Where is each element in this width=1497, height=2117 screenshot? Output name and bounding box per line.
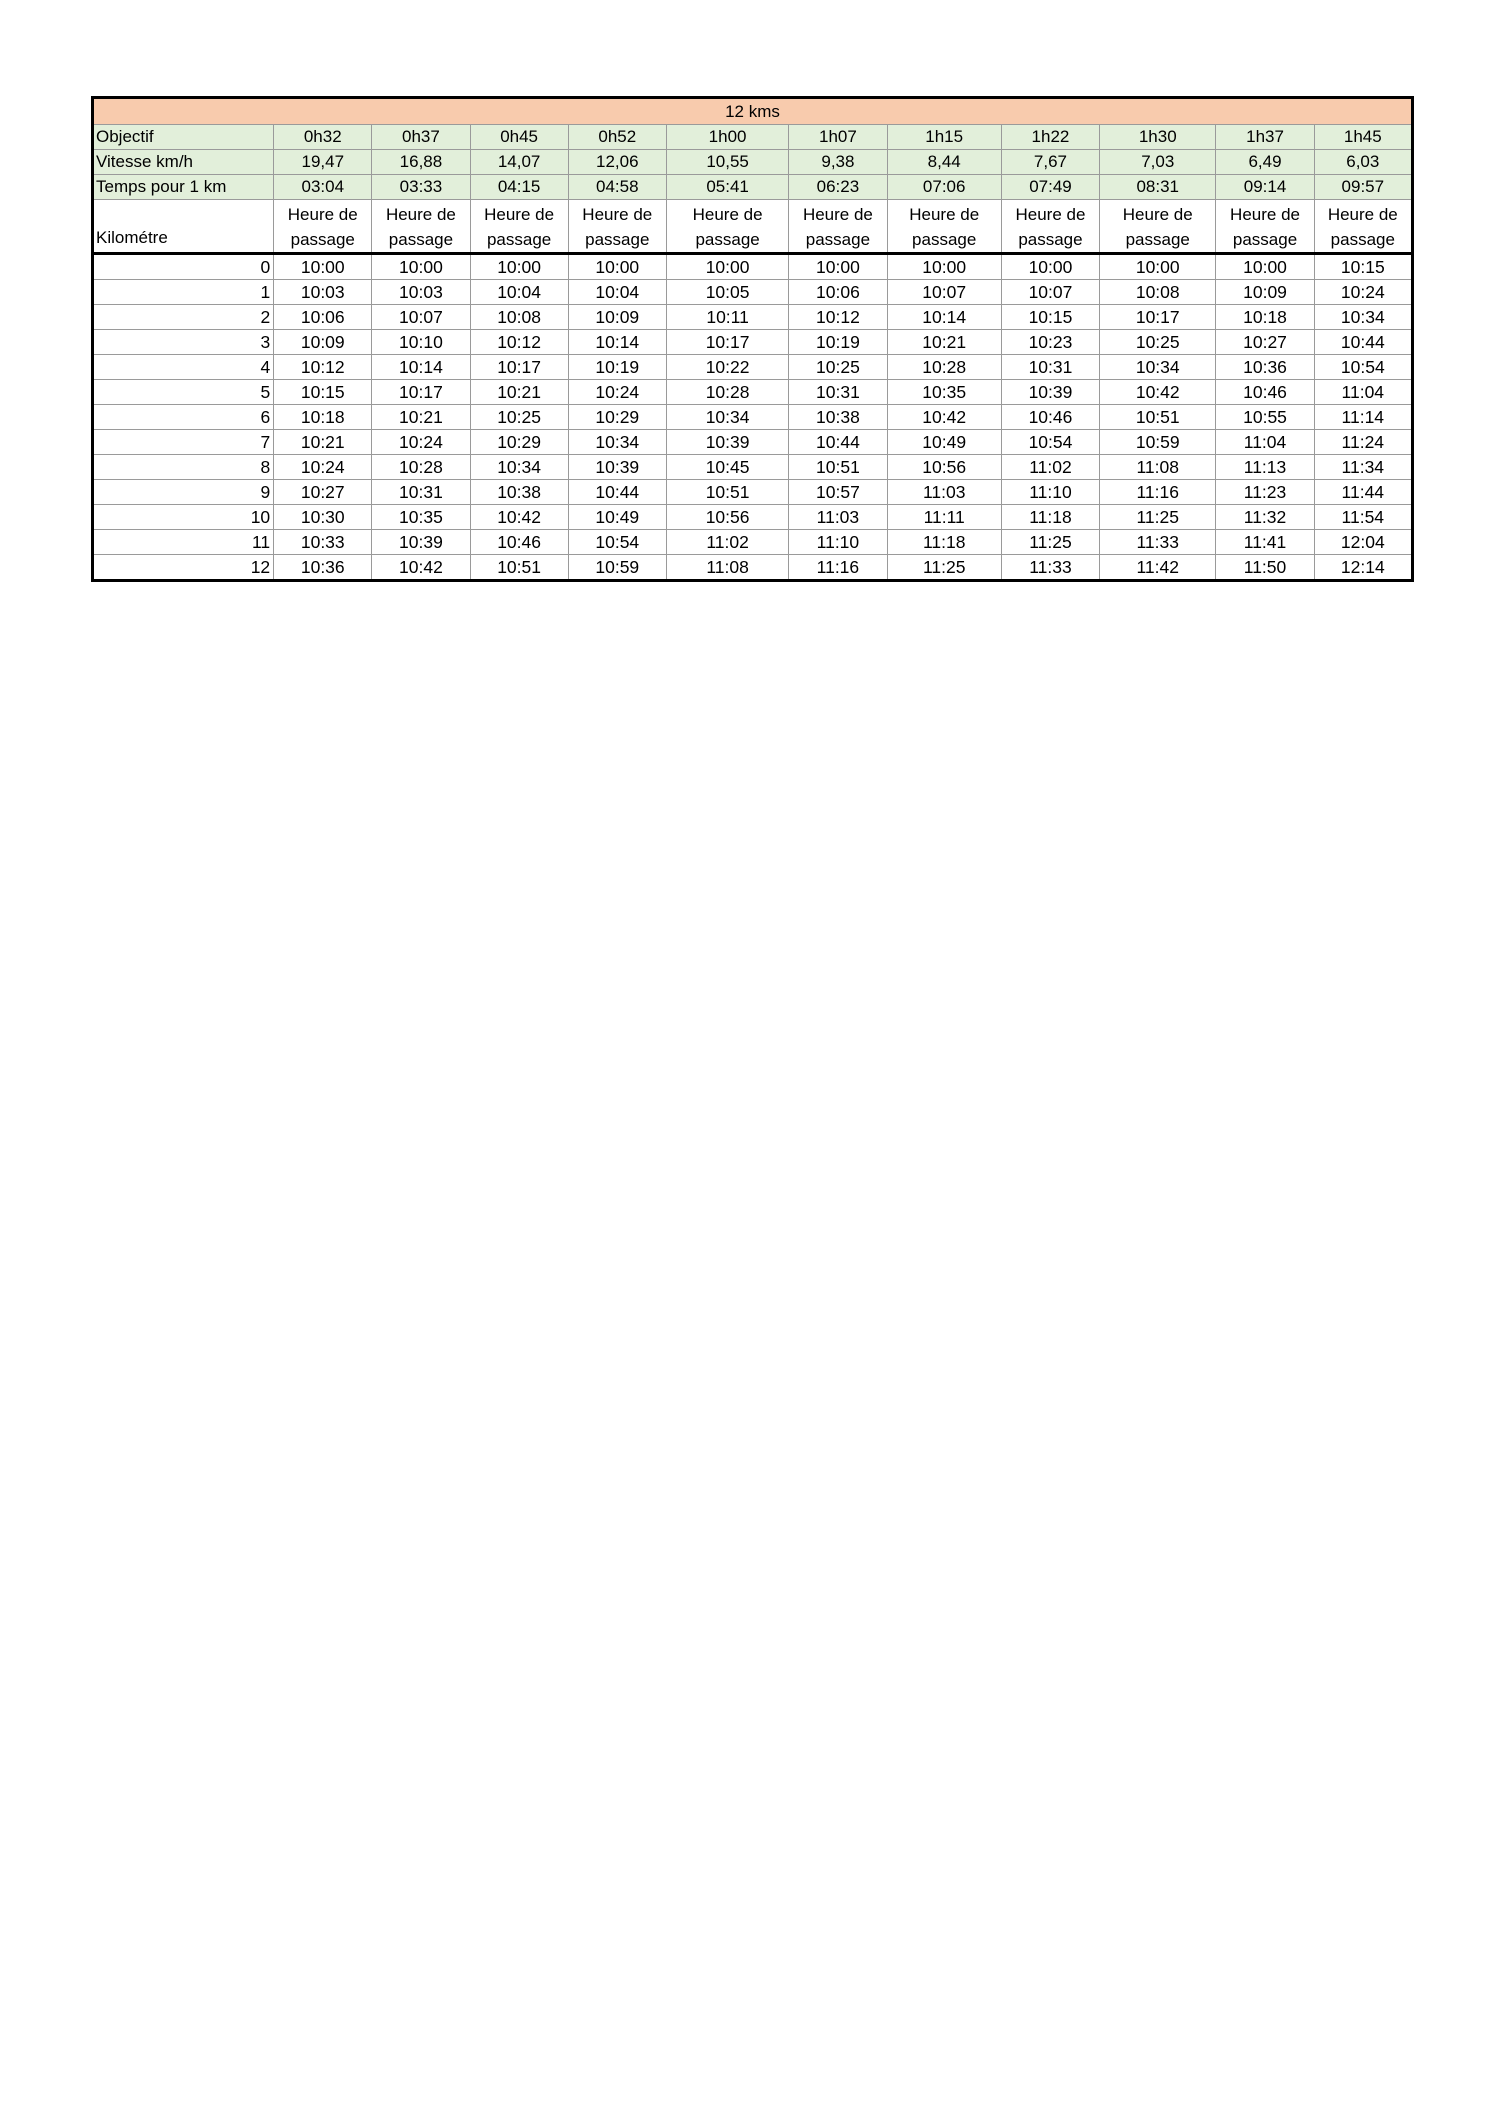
table-row bbox=[93, 355, 1413, 380]
passage-time-cell: 10:44 bbox=[1314, 330, 1412, 355]
passage-time-cell: 10:12 bbox=[274, 355, 372, 380]
passage-time-cell: 10:21 bbox=[470, 380, 568, 405]
passage-time-cell: 11:42 bbox=[1100, 555, 1216, 581]
passage-time-cell: 10:25 bbox=[789, 355, 887, 380]
heure-label-line1: Heure de bbox=[909, 205, 980, 224]
table-row bbox=[93, 430, 1413, 455]
passage-time-cell: 11:18 bbox=[887, 530, 1001, 555]
objectif-cell: 1h30 bbox=[1100, 125, 1216, 150]
passage-time-cell: 11:32 bbox=[1216, 505, 1314, 530]
passage-time-cell: 10:51 bbox=[666, 480, 788, 505]
passage-time-cell: 10:36 bbox=[1216, 355, 1314, 380]
kilometre-cell: 6 bbox=[93, 405, 274, 430]
temps-cell: 04:15 bbox=[470, 175, 568, 200]
kilometre-cell: 7 bbox=[93, 430, 274, 455]
passage-time-cell: 10:07 bbox=[372, 305, 470, 330]
heure-label-line2: passage bbox=[695, 230, 760, 249]
passage-time-cell: 10:33 bbox=[274, 530, 372, 555]
passage-time-cell: 10:09 bbox=[1216, 280, 1314, 305]
passage-time-cell: 11:08 bbox=[1100, 455, 1216, 480]
heure-de-passage-header bbox=[1100, 200, 1216, 254]
passage-time-cell: 11:02 bbox=[1001, 455, 1099, 480]
passage-time-cell: 11:23 bbox=[1216, 480, 1314, 505]
passage-time-cell: 10:31 bbox=[372, 480, 470, 505]
temps-cell: 04:58 bbox=[568, 175, 666, 200]
passage-time-cell: 11:03 bbox=[789, 505, 887, 530]
objectif-cell: 1h15 bbox=[887, 125, 1001, 150]
passage-time-cell: 10:39 bbox=[666, 430, 788, 455]
passage-time-cell: 10:38 bbox=[470, 480, 568, 505]
passage-time-cell: 10:08 bbox=[1100, 280, 1216, 305]
passage-time-cell: 10:17 bbox=[1100, 305, 1216, 330]
passage-time-cell: 10:03 bbox=[372, 280, 470, 305]
objectif-label: Objectif bbox=[93, 125, 274, 150]
passage-time-cell: 10:28 bbox=[666, 380, 788, 405]
passage-time-cell: 10:04 bbox=[470, 280, 568, 305]
passage-time-cell: 10:09 bbox=[274, 330, 372, 355]
passage-time-cell: 10:04 bbox=[568, 280, 666, 305]
kilometre-cell: 2 bbox=[93, 305, 274, 330]
heure-de-passage-header bbox=[274, 200, 372, 254]
temps-cell: 09:14 bbox=[1216, 175, 1314, 200]
heure-label-line2: passage bbox=[1018, 230, 1083, 249]
heure-de-passage-header bbox=[568, 200, 666, 254]
passage-time-cell: 10:54 bbox=[1314, 355, 1412, 380]
passage-time-cell: 11:50 bbox=[1216, 555, 1314, 581]
passage-time-cell: 11:25 bbox=[1100, 505, 1216, 530]
objectif-cell: 1h07 bbox=[789, 125, 887, 150]
table-row bbox=[93, 280, 1413, 305]
passage-time-cell: 11:33 bbox=[1001, 555, 1099, 581]
kilometre-cell: 0 bbox=[93, 254, 274, 280]
passage-time-cell: 10:46 bbox=[1216, 380, 1314, 405]
table-row bbox=[93, 530, 1413, 555]
passage-time-cell: 10:46 bbox=[1001, 405, 1099, 430]
table-row bbox=[93, 254, 1413, 280]
vitesse-label: Vitesse km/h bbox=[93, 150, 274, 175]
passage-time-cell: 11:03 bbox=[887, 480, 1001, 505]
heure-label-line2: passage bbox=[486, 230, 552, 249]
passage-time-cell: 10:42 bbox=[1100, 380, 1216, 405]
heure-de-passage-header bbox=[789, 200, 887, 254]
passage-time-cell: 10:23 bbox=[1001, 330, 1099, 355]
heure-label-line2: passage bbox=[912, 230, 977, 249]
heure-label-line1: Heure de bbox=[1122, 205, 1193, 224]
passage-time-cell: 10:17 bbox=[372, 380, 470, 405]
passage-time-cell: 10:25 bbox=[1100, 330, 1216, 355]
passage-time-cell: 10:35 bbox=[887, 380, 1001, 405]
passage-time-cell: 10:51 bbox=[470, 555, 568, 581]
passage-time-cell: 10:14 bbox=[887, 305, 1001, 330]
passage-time-cell: 10:07 bbox=[1001, 280, 1099, 305]
vitesse-row bbox=[93, 150, 1413, 175]
vitesse-cell: 7,03 bbox=[1100, 150, 1216, 175]
kilometre-cell: 9 bbox=[93, 480, 274, 505]
title-row bbox=[93, 98, 1413, 125]
kilometre-cell: 8 bbox=[93, 455, 274, 480]
passage-time-cell: 10:42 bbox=[887, 405, 1001, 430]
passage-time-cell: 10:06 bbox=[789, 280, 887, 305]
table-title: 12 kms bbox=[93, 98, 1413, 125]
heure-label-line1: Heure de bbox=[1327, 205, 1398, 224]
passage-time-cell: 10:46 bbox=[470, 530, 568, 555]
heure-label-line2: passage bbox=[805, 230, 871, 249]
temps-cell: 03:04 bbox=[274, 175, 372, 200]
passage-time-cell: 10:00 bbox=[274, 254, 372, 280]
passage-time-cell: 10:21 bbox=[274, 430, 372, 455]
passage-time-cell: 10:29 bbox=[568, 405, 666, 430]
passage-time-cell: 11:10 bbox=[1001, 480, 1099, 505]
heure-label-line1: Heure de bbox=[484, 205, 555, 224]
passage-time-cell: 10:14 bbox=[568, 330, 666, 355]
passage-time-cell: 11:04 bbox=[1216, 430, 1314, 455]
temps-cell: 05:41 bbox=[666, 175, 788, 200]
passage-time-cell: 10:27 bbox=[1216, 330, 1314, 355]
passage-time-cell: 10:12 bbox=[789, 305, 887, 330]
passage-time-cell: 10:09 bbox=[568, 305, 666, 330]
passage-time-cell: 11:10 bbox=[789, 530, 887, 555]
kilometre-cell: 11 bbox=[93, 530, 274, 555]
passage-time-cell: 11:02 bbox=[666, 530, 788, 555]
temps-cell: 07:06 bbox=[887, 175, 1001, 200]
passage-time-cell: 10:00 bbox=[887, 254, 1001, 280]
pace-table bbox=[91, 96, 1414, 582]
passage-time-cell: 10:39 bbox=[568, 455, 666, 480]
objectif-cell: 0h37 bbox=[372, 125, 470, 150]
passage-time-cell: 10:59 bbox=[568, 555, 666, 581]
passage-time-cell: 10:51 bbox=[789, 455, 887, 480]
passage-time-cell: 11:13 bbox=[1216, 455, 1314, 480]
passage-time-cell: 10:51 bbox=[1100, 405, 1216, 430]
passage-time-cell: 10:49 bbox=[887, 430, 1001, 455]
objectif-cell: 1h22 bbox=[1001, 125, 1099, 150]
passage-time-cell: 10:34 bbox=[1100, 355, 1216, 380]
vitesse-cell: 8,44 bbox=[887, 150, 1001, 175]
passage-time-cell: 10:29 bbox=[470, 430, 568, 455]
passage-time-cell: 10:08 bbox=[470, 305, 568, 330]
heure-de-passage-header bbox=[372, 200, 470, 254]
heure-label-line2: passage bbox=[1232, 230, 1298, 249]
passage-time-cell: 11:04 bbox=[1314, 380, 1412, 405]
heure-de-passage-header bbox=[887, 200, 1001, 254]
passage-time-cell: 10:59 bbox=[1100, 430, 1216, 455]
passage-time-cell: 10:05 bbox=[666, 280, 788, 305]
passage-time-cell: 11:25 bbox=[887, 555, 1001, 581]
passage-time-cell: 10:03 bbox=[274, 280, 372, 305]
passage-time-cell: 10:24 bbox=[372, 430, 470, 455]
heure-de-passage-header bbox=[470, 200, 568, 254]
table-header bbox=[93, 98, 1413, 254]
heure-label-line2: passage bbox=[1125, 230, 1190, 249]
passage-time-cell: 10:07 bbox=[887, 280, 1001, 305]
passage-time-cell: 11:44 bbox=[1314, 480, 1412, 505]
passage-time-cell: 10:44 bbox=[568, 480, 666, 505]
column-header-row bbox=[93, 200, 1413, 254]
passage-time-cell: 11:41 bbox=[1216, 530, 1314, 555]
objectif-cell: 0h52 bbox=[568, 125, 666, 150]
passage-time-cell: 10:19 bbox=[789, 330, 887, 355]
temps-cell: 08:31 bbox=[1100, 175, 1216, 200]
passage-time-cell: 10:00 bbox=[789, 254, 887, 280]
passage-time-cell: 11:14 bbox=[1314, 405, 1412, 430]
heure-label-line2: passage bbox=[1330, 230, 1395, 249]
passage-time-cell: 12:14 bbox=[1314, 555, 1412, 581]
passage-time-cell: 11:24 bbox=[1314, 430, 1412, 455]
passage-time-cell: 10:00 bbox=[1100, 254, 1216, 280]
table-row bbox=[93, 330, 1413, 355]
heure-label-line1: Heure de bbox=[582, 205, 653, 224]
objectif-cell: 0h45 bbox=[470, 125, 568, 150]
heure-label-line1: Heure de bbox=[1015, 205, 1086, 224]
heure-de-passage-header bbox=[1314, 200, 1412, 254]
temps-cell: 07:49 bbox=[1001, 175, 1099, 200]
table-row bbox=[93, 405, 1413, 430]
passage-time-cell: 10:18 bbox=[274, 405, 372, 430]
passage-time-cell: 10:28 bbox=[372, 455, 470, 480]
passage-time-cell: 11:16 bbox=[1100, 480, 1216, 505]
heure-label-line2: passage bbox=[388, 230, 454, 249]
passage-time-cell: 10:30 bbox=[274, 505, 372, 530]
passage-time-cell: 10:00 bbox=[1216, 254, 1314, 280]
table-row bbox=[93, 505, 1413, 530]
vitesse-cell: 9,38 bbox=[789, 150, 887, 175]
passage-time-cell: 10:42 bbox=[372, 555, 470, 581]
objectif-cell: 1h00 bbox=[666, 125, 788, 150]
table-row bbox=[93, 480, 1413, 505]
kilometre-cell: 12 bbox=[93, 555, 274, 581]
temps-row bbox=[93, 175, 1413, 200]
vitesse-cell: 10,55 bbox=[666, 150, 788, 175]
temps-cell: 06:23 bbox=[789, 175, 887, 200]
passage-time-cell: 10:00 bbox=[372, 254, 470, 280]
passage-time-cell: 10:56 bbox=[666, 505, 788, 530]
passage-time-cell: 10:24 bbox=[274, 455, 372, 480]
passage-time-cell: 10:54 bbox=[568, 530, 666, 555]
table-row bbox=[93, 305, 1413, 330]
passage-time-cell: 10:24 bbox=[1314, 280, 1412, 305]
passage-time-cell: 10:34 bbox=[666, 405, 788, 430]
passage-time-cell: 10:56 bbox=[887, 455, 1001, 480]
passage-time-cell: 11:16 bbox=[789, 555, 887, 581]
passage-time-cell: 10:55 bbox=[1216, 405, 1314, 430]
heure-label-line1: Heure de bbox=[385, 205, 456, 224]
objectif-cell: 1h45 bbox=[1314, 125, 1412, 150]
passage-time-cell: 10:15 bbox=[1314, 254, 1412, 280]
passage-time-cell: 10:27 bbox=[274, 480, 372, 505]
heure-label-line2: passage bbox=[290, 230, 355, 249]
vitesse-cell: 6,49 bbox=[1216, 150, 1314, 175]
heure-de-passage-header bbox=[666, 200, 788, 254]
passage-time-cell: 10:42 bbox=[470, 505, 568, 530]
vitesse-cell: 7,67 bbox=[1001, 150, 1099, 175]
heure-label-line2: passage bbox=[585, 230, 650, 249]
passage-time-cell: 10:21 bbox=[372, 405, 470, 430]
passage-time-cell: 10:12 bbox=[470, 330, 568, 355]
passage-time-cell: 10:39 bbox=[372, 530, 470, 555]
passage-time-cell: 11:11 bbox=[887, 505, 1001, 530]
passage-time-cell: 10:00 bbox=[1001, 254, 1099, 280]
passage-time-cell: 10:31 bbox=[789, 380, 887, 405]
passage-time-cell: 10:36 bbox=[274, 555, 372, 581]
objectif-row bbox=[93, 125, 1413, 150]
heure-de-passage-header bbox=[1001, 200, 1099, 254]
passage-time-cell: 10:34 bbox=[470, 455, 568, 480]
passage-time-cell: 10:49 bbox=[568, 505, 666, 530]
vitesse-cell: 6,03 bbox=[1314, 150, 1412, 175]
heure-label-line1: Heure de bbox=[1230, 205, 1300, 224]
passage-time-cell: 10:34 bbox=[568, 430, 666, 455]
passage-time-cell: 10:24 bbox=[568, 380, 666, 405]
passage-time-cell: 10:15 bbox=[1001, 305, 1099, 330]
heure-de-passage-header bbox=[1216, 200, 1314, 254]
passage-time-cell: 10:21 bbox=[887, 330, 1001, 355]
vitesse-cell: 19,47 bbox=[274, 150, 372, 175]
passage-time-cell: 11:54 bbox=[1314, 505, 1412, 530]
kilometre-cell: 1 bbox=[93, 280, 274, 305]
passage-time-cell: 10:00 bbox=[666, 254, 788, 280]
heure-label-line1: Heure de bbox=[287, 205, 358, 224]
passage-time-cell: 10:17 bbox=[666, 330, 788, 355]
passage-time-cell: 10:57 bbox=[789, 480, 887, 505]
objectif-cell: 0h32 bbox=[274, 125, 372, 150]
kilometre-cell: 5 bbox=[93, 380, 274, 405]
passage-time-cell: 10:14 bbox=[372, 355, 470, 380]
passage-time-cell: 10:22 bbox=[666, 355, 788, 380]
passage-time-cell: 10:18 bbox=[1216, 305, 1314, 330]
passage-time-cell: 10:35 bbox=[372, 505, 470, 530]
temps-cell: 03:33 bbox=[372, 175, 470, 200]
passage-time-cell: 10:00 bbox=[568, 254, 666, 280]
passage-time-cell: 10:54 bbox=[1001, 430, 1099, 455]
passage-time-cell: 10:45 bbox=[666, 455, 788, 480]
passage-time-cell: 10:10 bbox=[372, 330, 470, 355]
passage-time-cell: 10:39 bbox=[1001, 380, 1099, 405]
kilometre-cell: 4 bbox=[93, 355, 274, 380]
passage-time-cell: 10:25 bbox=[470, 405, 568, 430]
table-row bbox=[93, 455, 1413, 480]
passage-time-cell: 10:00 bbox=[470, 254, 568, 280]
passage-time-cell: 11:34 bbox=[1314, 455, 1412, 480]
passage-time-cell: 10:17 bbox=[470, 355, 568, 380]
vitesse-cell: 12,06 bbox=[568, 150, 666, 175]
kilometre-cell: 3 bbox=[93, 330, 274, 355]
passage-time-cell: 10:38 bbox=[789, 405, 887, 430]
passage-time-cell: 10:44 bbox=[789, 430, 887, 455]
passage-time-cell: 11:08 bbox=[666, 555, 788, 581]
passage-time-cell: 10:28 bbox=[887, 355, 1001, 380]
passage-time-cell: 10:34 bbox=[1314, 305, 1412, 330]
vitesse-cell: 16,88 bbox=[372, 150, 470, 175]
passage-time-cell: 10:31 bbox=[1001, 355, 1099, 380]
kilometre-cell: 10 bbox=[93, 505, 274, 530]
passage-time-cell: 11:25 bbox=[1001, 530, 1099, 555]
passage-time-cell: 10:19 bbox=[568, 355, 666, 380]
objectif-cell: 1h37 bbox=[1216, 125, 1314, 150]
table-row bbox=[93, 380, 1413, 405]
passage-time-cell: 11:33 bbox=[1100, 530, 1216, 555]
table-body bbox=[93, 254, 1413, 581]
temps-label: Temps pour 1 km bbox=[93, 175, 274, 200]
vitesse-cell: 14,07 bbox=[470, 150, 568, 175]
passage-time-cell: 10:11 bbox=[666, 305, 788, 330]
heure-label-line1: Heure de bbox=[692, 205, 763, 224]
passage-time-cell: 10:15 bbox=[274, 380, 372, 405]
passage-time-cell: 10:06 bbox=[274, 305, 372, 330]
temps-cell: 09:57 bbox=[1314, 175, 1412, 200]
kilometre-label: Kilométre bbox=[93, 200, 274, 254]
passage-time-cell: 11:18 bbox=[1001, 505, 1099, 530]
heure-label-line1: Heure de bbox=[802, 205, 873, 224]
table-row bbox=[93, 555, 1413, 581]
passage-time-cell: 12:04 bbox=[1314, 530, 1412, 555]
